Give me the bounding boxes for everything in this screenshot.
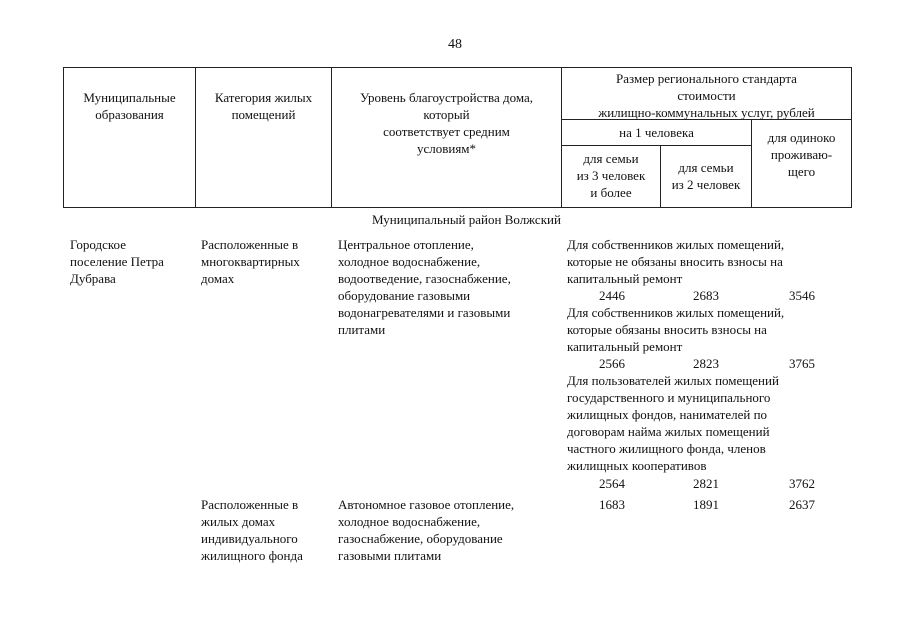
header-family2-line: для семьи <box>678 160 734 175</box>
municipality-line: Городское <box>70 237 126 252</box>
header-category-line: Категория жилых <box>214 90 313 105</box>
header-level-line: соответствует средним <box>383 124 510 139</box>
row2-category-line: жилых домах <box>201 514 276 529</box>
group3-label-line: Для пользователей жилых помещений <box>567 373 779 388</box>
header-per-person-label: на 1 человека <box>619 125 694 140</box>
group3-label <box>567 372 779 474</box>
header-family3-line: для семьи <box>583 151 639 166</box>
header-standard-size <box>561 67 852 120</box>
group2-value-single: 3765 <box>789 356 815 371</box>
group1-label-line: Для собственников жилых помещений, <box>567 237 785 252</box>
header-family2-line: из 2 человек <box>671 177 741 192</box>
row2-level-line: газоснабжение, оборудование <box>338 531 503 546</box>
row2-level-line: газовыми плитами <box>338 548 442 563</box>
group3-label-line: договорам найма жилых помещений <box>567 424 770 439</box>
header-family3-line: из 3 человек <box>576 168 646 183</box>
row1-level <box>338 236 511 338</box>
group2-label <box>567 304 784 355</box>
row2-category-line: жилищного фонда <box>201 548 303 563</box>
header-per-person <box>561 119 752 146</box>
row1-level-line: Центральное отопление, <box>338 237 474 252</box>
group1-value-family2: 2683 <box>693 288 719 303</box>
group2-value-family2: 2823 <box>693 356 719 371</box>
group1-label <box>567 236 784 287</box>
header-level-line: Уровень благоустройства дома, <box>359 90 534 105</box>
page-number: 48 <box>448 37 462 52</box>
row2-category-line: индивидуального <box>201 531 298 546</box>
group3-value-family3: 2564 <box>599 476 625 491</box>
group2-value-family3: 2566 <box>599 356 625 371</box>
group1-label-line: капитальный ремонт <box>567 271 683 286</box>
row1-level-line: плитами <box>338 322 386 337</box>
header-family3-line: и более <box>590 185 632 200</box>
group2-label-line: Для собственников жилых помещений, <box>567 305 785 320</box>
row2-level-line: Автономное газовое отопление, <box>338 497 515 512</box>
row2-value-family3: 1683 <box>599 497 625 512</box>
header-family2 <box>660 145 752 208</box>
group3-label-line: государственного и муниципального <box>567 390 771 405</box>
header-municipality-line: образования <box>95 107 164 122</box>
header-municipality-line: Муниципальные <box>83 90 176 105</box>
header-standard-line: стоимости <box>677 88 736 103</box>
municipality-line: Дубрава <box>70 271 116 286</box>
header-single <box>751 119 852 208</box>
header-municipality <box>63 67 196 208</box>
header-single-line: щего <box>787 164 816 179</box>
header-family3 <box>561 145 661 208</box>
row1-category-line: домах <box>201 271 235 286</box>
group1-value-family3: 2446 <box>599 288 625 303</box>
group3-label-line: жилищных кооперативов <box>567 458 707 473</box>
row2-category <box>201 496 303 564</box>
group1-label-line: которые не обязаны вносить взносы на <box>567 254 783 269</box>
row1-category <box>201 236 300 287</box>
row2-level-line: холодное водоснабжение, <box>338 514 481 529</box>
row1-category-line: многоквартирных <box>201 254 300 269</box>
group3-label-line: жилищных фондов, нанимателей по <box>567 407 768 422</box>
header-single-line: проживаю- <box>770 147 833 162</box>
group2-label-line: которые обязаны вносить взносы на <box>567 322 767 337</box>
header-category-line: помещений <box>231 107 296 122</box>
municipality-line: поселение Петра <box>70 254 164 269</box>
row1-category-line: Расположенные в <box>201 237 299 252</box>
row1-level-line: холодное водоснабжение, <box>338 254 481 269</box>
region-title: Муниципальный район Волжский <box>372 212 561 227</box>
header-standard-line: жилищно-коммунальных услуг, рублей <box>598 105 815 120</box>
group3-value-single: 3762 <box>789 476 815 491</box>
header-single-line: для одиноко <box>767 130 836 145</box>
row2-category-line: Расположенные в <box>201 497 299 512</box>
row2-value-single: 2637 <box>789 497 815 512</box>
group3-value-family2: 2821 <box>693 476 719 491</box>
row2-level <box>338 496 514 564</box>
row1-level-line: оборудование газовыми <box>338 288 471 303</box>
header-level <box>331 67 562 208</box>
header-level-line: условиям* <box>416 141 477 156</box>
header-category <box>195 67 332 208</box>
group1-value-single: 3546 <box>789 288 815 303</box>
header-standard-line: Размер регионального стандарта <box>616 71 797 86</box>
row1-level-line: водоотведение, газоснабжение, <box>338 271 511 286</box>
municipality-name <box>70 236 164 287</box>
row2-value-family2: 1891 <box>693 497 719 512</box>
group3-label-line: частного жилищного фонда, членов <box>567 441 766 456</box>
group2-label-line: капитальный ремонт <box>567 339 683 354</box>
row1-level-line: водонагревателями и газовыми <box>338 305 511 320</box>
header-level-line: который <box>423 107 470 122</box>
